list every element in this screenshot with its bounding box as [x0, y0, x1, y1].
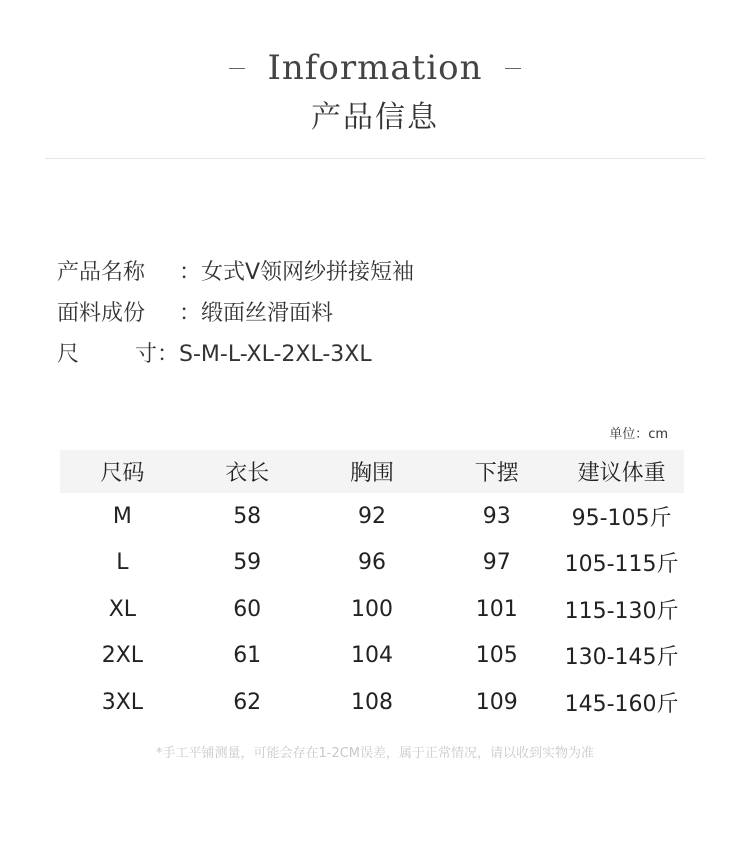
table-cell: 59 — [233, 550, 262, 576]
header-title-en: Information — [267, 48, 483, 88]
table-cell: 130-145斤 — [564, 645, 679, 671]
header-cell-bust: 胸围 — [310, 450, 435, 493]
left-dash-decoration — [229, 68, 245, 69]
info-colon: ： — [179, 301, 202, 326]
info-colon: ： — [157, 342, 180, 367]
table-cell: 109 — [475, 689, 518, 715]
info-row-size — [57, 334, 414, 375]
table-cell: 58 — [233, 503, 262, 529]
table-cell: 100 — [350, 596, 393, 622]
table-row — [60, 679, 684, 726]
table-cell: 108 — [350, 689, 393, 715]
table-cell: 62 — [233, 689, 262, 715]
info-label-size — [57, 334, 157, 375]
info-row-name — [57, 252, 414, 293]
table-cell: XL — [108, 596, 137, 622]
table-cell: 2XL — [101, 643, 144, 669]
info-label-name: 产品名称 — [57, 260, 146, 285]
table-cell: 115-130斤 — [564, 598, 679, 624]
table-cell: 105 — [475, 643, 518, 669]
table-cell: 95-105斤 — [571, 505, 672, 531]
product-info — [57, 252, 414, 375]
info-label-size-text: 尺 寸 — [57, 342, 157, 367]
info-colon: ： — [179, 260, 202, 285]
table-cell: 3XL — [101, 689, 144, 715]
info-value-name: 女式V领网纱拼接短袖 — [201, 260, 415, 285]
header-title-cn: 产品信息 — [311, 100, 439, 135]
table-cell: 104 — [350, 643, 393, 669]
table-cell: 96 — [357, 550, 386, 576]
table-cell: 145-160斤 — [564, 691, 679, 717]
header-divider — [45, 158, 705, 159]
header-en-row — [0, 44, 750, 92]
header-cell-size: 尺码 — [60, 450, 185, 493]
table-row — [60, 540, 684, 587]
table-cell: 61 — [233, 643, 262, 669]
table-cell: 93 — [482, 503, 511, 529]
table-row — [60, 493, 684, 540]
size-table — [60, 450, 684, 726]
table-cell: M — [112, 503, 132, 529]
table-row — [60, 586, 684, 633]
right-dash-decoration — [505, 68, 521, 69]
table-cell: 97 — [482, 550, 511, 576]
table-cell: L — [116, 550, 129, 576]
header-cell-hem: 下摆 — [434, 450, 559, 493]
header — [0, 44, 750, 136]
table-cell: 92 — [357, 503, 386, 529]
table-cell: 105-115斤 — [564, 552, 679, 578]
info-value-material: 缎面丝滑面料 — [201, 301, 334, 326]
info-value-size: S-M-L-XL-2XL-3XL — [179, 342, 372, 367]
info-row-material — [57, 293, 414, 334]
table-cell: 60 — [233, 596, 262, 622]
measurement-footnote: *手工平铺测量，可能会存在1-2CM误差，属于正常情况，请以收到实物为准 — [155, 746, 595, 761]
header-cell-weight: 建议体重 — [559, 450, 684, 493]
unit-label: 单位：cm — [609, 427, 668, 442]
table-cell: 101 — [475, 596, 518, 622]
info-label-material: 面料成份 — [57, 301, 146, 326]
table-row — [60, 633, 684, 680]
header-cell-length: 衣长 — [185, 450, 310, 493]
size-table-header-row — [60, 450, 684, 493]
